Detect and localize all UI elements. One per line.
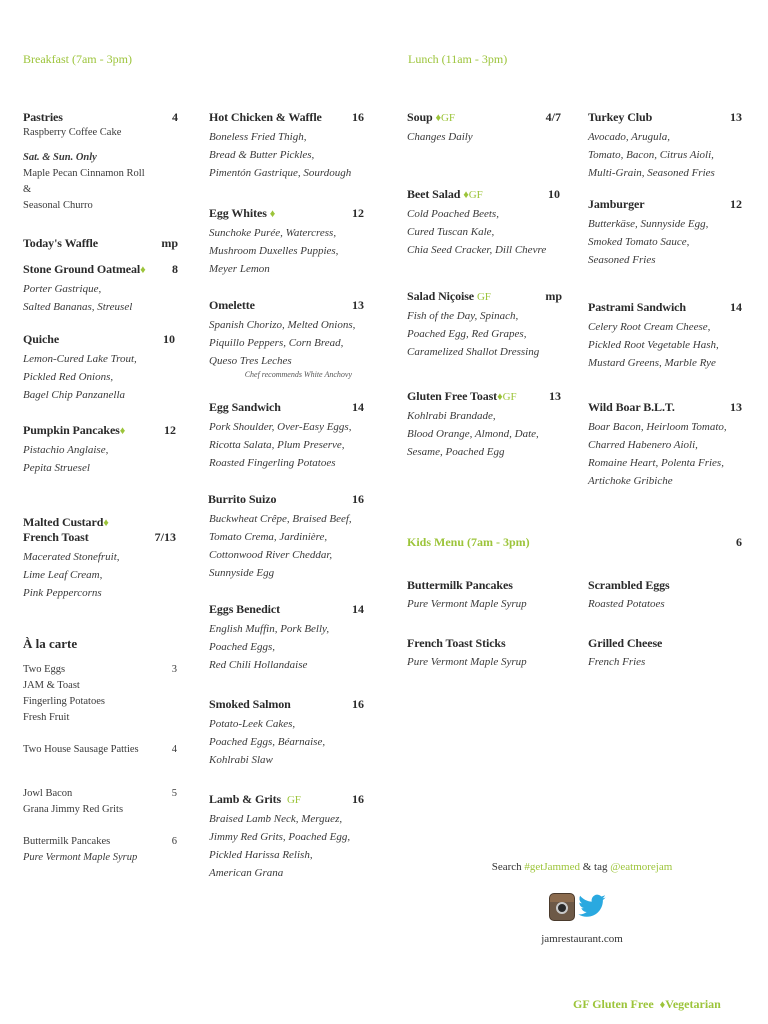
kids-menu-title: Kids Menu (7am - 3pm) [407,535,530,549]
item-name: Today's Waffle [23,236,98,250]
kids-item-grilled-cheese [588,636,742,671]
item-price: 14 [730,300,742,314]
item-price: 7/13 [154,530,176,544]
item-desc: Celery Root Cream Cheese, Pickled Root Vegetable Hash, Mustard Greens, Marble Rye [588,321,719,369]
item-price: 12 [164,423,176,437]
menu-item-pastrami-sandwich [588,300,742,372]
item-price: 13 [730,110,742,124]
item-line: Raspberry Coffee Cake [23,127,122,138]
chef-note: Chef recommends White Anchovy [244,370,352,379]
menu-item-oatmeal [23,262,178,316]
item-desc: Cold Poached Beets, Cured Tuscan Kale, Chia Seed Cracker, Dill Chevre [407,208,547,256]
item-price: 13 [730,400,742,414]
item-price: 3 [171,664,177,675]
item-desc: Pure Vermont Maple Syrup [407,656,527,668]
gf-badge: GF [441,112,455,124]
gf-badge: GF [468,189,483,201]
menu-item-jamburger [588,197,742,269]
item-name: Lamb & Grits [209,792,282,806]
item-price: mp [545,289,562,303]
item-price: 4 [171,744,177,755]
menu-item-egg-whites [209,206,364,278]
instagram-icon[interactable] [549,893,575,926]
item-desc: Roasted Potatoes [588,598,665,610]
vegetarian-icon: ♦ [435,112,442,124]
vegetarian-icon: ♦ [463,189,469,201]
item-name: Grilled Cheese [588,636,663,650]
item-name: Gluten Free Toast [407,389,498,403]
item-name: Stone Ground Oatmeal [23,262,141,276]
item-name: Two Eggs [23,664,66,675]
item-desc: Boar Bacon, Heirloom Tomato, Charred Habenero Aioli, Romaine Heart, Polenta Fries, Artichoke Gribiche [588,421,727,487]
item-name: Egg Sandwich [209,400,281,414]
item-name: Omelette [209,298,255,312]
menu-item-wild-boar-blt [588,400,742,490]
vegetarian-icon: ♦ [269,208,276,220]
item-desc: Fish of the Day, Spinach, Poached Egg, Red Grapes, Caramelized Shallot Dressing [407,310,540,358]
item-name: Egg Whites [209,206,267,220]
item-desc: Macerated Stonefruit, Lime Leaf Cream, Pink Peppercorns [23,551,120,599]
item-desc: Boneless Fried Thigh, Bread & Butter Pickles, Pimentón Gastrique, Sourdough [209,131,352,179]
item-name: Wild Boar B.L.T. [588,400,675,414]
menu-item-pumpkin-pancakes [23,423,176,477]
item-name: Buttermilk Pancakes [407,578,513,592]
item-desc: Butterkäse, Sunnyside Egg, Smoked Tomato Sauce, Seasoned Fries [588,218,709,266]
item-name: Eggs Benedict [209,602,281,616]
item-price: 6 [171,836,177,847]
item-price: 12 [730,197,742,211]
item-desc: Spanish Chorizo, Melted Onions, Piquillo Peppers, Corn Bread, Queso Tres Leches [209,319,356,367]
item-desc: Lemon-Cured Lake Trout, Pickled Red Onions, Bagel Chip Panzanella [23,353,137,401]
item-price: 8 [172,262,178,276]
menu-item-lamb-grits [209,792,364,882]
item-name: Buttermilk Pancakes [23,836,111,847]
item-line: Grana Jimmy Red Grits [23,804,124,815]
breakfast-title: Breakfast (7am - 3pm) [23,52,132,66]
menu-item-omelette [209,298,364,379]
item-line: Pure Vermont Maple Syrup [23,852,138,863]
legend-vegetarian: Vegetarian [665,997,721,1011]
menu-item-two-eggs [23,662,177,726]
legend-gluten-free: GF Gluten Free [573,997,654,1011]
item-name: Two House Sausage Patties [23,744,139,755]
kids-menu-price: 6 [736,535,742,549]
item-name-line2: French Toast [23,530,89,544]
lunch-title: Lunch (11am - 3pm) [408,52,508,66]
item-name: Smoked Salmon [209,697,291,711]
menu-item-burrito-suizo [208,492,364,582]
twitter-icon[interactable] [576,891,608,926]
legend [573,997,721,1012]
item-price: 14 [352,602,364,616]
alacarte-title: À la carte [23,636,78,651]
item-line: Seasonal Churro [23,200,93,211]
item-desc: Kohlrabi Brandade, Blood Orange, Almond, Date, Sesame, Poached Egg [407,410,539,458]
vegetarian-icon: ♦ [659,999,666,1011]
kids-item-french-toast-sticks [407,636,577,671]
item-name: Scrambled Eggs [588,578,670,592]
item-desc: Sunchoke Purée, Watercress, Mushroom Duxelles Puppies, Meyer Lemon [209,227,339,275]
item-name: Burrito Suizo [208,492,277,506]
item-name: Malted Custard [23,515,104,529]
item-desc: Buckwheat Crêpe, Braised Beef, Tomato Crema, Jardinière, Cottonwood River Cheddar, Sunnyside Egg [209,513,352,579]
menu-item-salad-nicoise [407,289,562,361]
kids-item-scrambled-eggs [588,578,742,613]
item-price: 4 [172,110,178,124]
vegetarian-icon: ♦ [140,264,146,276]
menu-item-soup [407,110,561,146]
item-line: & [23,184,32,195]
menu-item-egg-sandwich [209,400,364,472]
item-line: Fresh Fruit [23,712,70,723]
gf-badge: GF [502,391,517,403]
weekend-note: Sat. & Sun. Only [23,152,97,163]
item-price: 16 [352,792,364,806]
menu-item-sausage [23,742,177,758]
menu-item-hot-chicken [209,110,364,182]
item-name: Salad Niçoise [407,289,475,303]
item-price: 16 [352,697,364,711]
gf-badge: GF [476,291,491,303]
kids-item-buttermilk [407,578,577,613]
item-desc: Pork Shoulder, Over-Easy Eggs, Ricotta Salata, Plum Preserve, Roasted Fingerling Potatoes [209,421,352,469]
website-link[interactable]: jamrestaurant.com [541,933,623,945]
item-price: mp [161,236,178,250]
item-price: 16 [352,110,364,124]
kids-menu-header [407,535,742,550]
item-desc: French Fries [588,656,646,668]
item-price: 4/7 [545,110,561,124]
item-line: JAM & Toast [23,680,80,691]
item-desc: Avocado, Arugula, Tomato, Bacon, Citrus Aioli, Multi-Grain, Seasoned Fries [588,131,715,179]
item-price: 13 [352,298,364,312]
item-name: Jamburger [588,197,645,211]
item-price: 10 [548,187,560,201]
menu-item-gluten-free-toast [407,389,561,461]
vegetarian-icon: ♦ [119,425,126,437]
menu-item-eggs-benedict [209,602,364,674]
item-desc: Porter Gastrique, Salted Bananas, Streusel [23,283,133,313]
item-name: Quiche [23,332,60,346]
menu-item-beet-salad [407,187,560,259]
item-desc: Pistachio Anglaise, Pepita Struesel [23,444,109,474]
item-price: 12 [352,206,364,220]
menu-item-waffle [23,236,178,251]
item-price: 14 [352,400,364,414]
item-desc: Pure Vermont Maple Syrup [407,598,527,610]
item-price: 16 [352,492,364,506]
item-price: 10 [163,332,175,346]
item-name: Pastries [23,110,63,124]
item-name: Turkey Club [588,110,653,124]
hashtag-link[interactable]: #getJammed [524,861,580,873]
menu-item-turkey-club [588,110,742,182]
item-desc: Potato-Leek Cakes, Poached Eggs, Béarnaise, Kohlrabi Slaw [209,718,326,766]
gf-badge: GF [286,794,301,806]
search-label: Search [491,861,522,873]
vegetarian-icon: ♦ [497,391,503,403]
vegetarian-icon: ♦ [103,517,109,529]
item-desc: English Muffin, Pork Belly, Poached Eggs, Red Chili Hollandaise [209,623,330,671]
item-price: 5 [171,788,177,799]
item-desc: Braised Lamb Neck, Merguez, Jimmy Red Grits, Poached Egg, Pickled Harissa Relish, American Grana [209,813,351,879]
tag-label: & tag [582,861,608,873]
menu-item-buttermilk-side [23,834,177,866]
item-desc: Changes Daily [407,131,473,143]
item-line: Maple Pecan Cinnamon Roll [23,168,145,179]
item-name: French Toast Sticks [407,636,506,650]
item-price: 13 [549,389,561,403]
item-name: Jowl Bacon [23,788,73,799]
menu-item-pastries [23,110,178,214]
menu-item-smoked-salmon [209,697,364,769]
menu-item-malted-custard [23,515,176,602]
item-name: Pumpkin Pancakes [23,423,120,437]
item-name: Pastrami Sandwich [588,300,686,314]
menu-item-quiche [23,332,175,404]
item-name: Beet Salad [407,187,461,201]
social-line [407,861,757,873]
item-name: Soup [407,110,433,124]
menu-item-jowl-bacon [23,786,177,818]
item-line: Fingerling Potatoes [23,696,105,707]
handle-link[interactable]: @eatmorejam [610,861,673,873]
item-name: Hot Chicken & Waffle [209,110,322,124]
